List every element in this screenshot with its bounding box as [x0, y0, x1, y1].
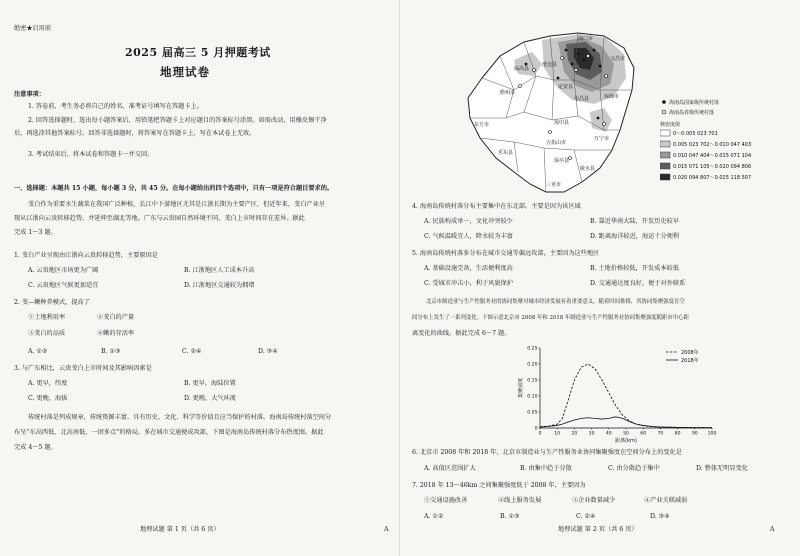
x-axis-label: 距离(km) [615, 438, 637, 444]
statement-item: ①交通设施改善 [424, 497, 468, 504]
option-d[interactable]: D. 更晚，大气环流 [184, 395, 236, 402]
question-1: 1. 芰白产业呈现由江浙向云贵转移趋势，主要原因是 [14, 252, 158, 259]
option-d[interactable]: D. 江浙地区交通较为拥堵 [184, 282, 255, 289]
statement-item: ①土地利用率 [28, 314, 66, 321]
x-tick-label: 60 [640, 431, 647, 437]
series-line-2018年 [540, 417, 712, 428]
option-c[interactable]: C. 气候温暖宜人，降水较为丰富 [424, 233, 513, 240]
option-a[interactable]: A. 高值区范围扩大 [424, 465, 476, 472]
x-tick-label: 70 [657, 431, 664, 437]
y-axis-label: 集聚强度 [518, 377, 524, 399]
x-tick-label: 10 [554, 431, 561, 437]
x-tick-label: 40 [605, 431, 612, 437]
notice-line: 后，再选涂其他答案标号。回答非选择题时，将答案写在答题卡上，写在本试卷上无效。 [14, 130, 256, 137]
density-class-label: 0.020 094 807～0.025 118 507 [673, 175, 752, 181]
notice-heading: 注意事项： [14, 91, 45, 98]
passage-line: 传统村落是列成规章，传统资源丰富，具有历史、文化、科学等价值且应当保护的村落。海南岛传统村落空间分 [28, 414, 332, 421]
legend-label: 2008年 [681, 349, 699, 356]
option-a[interactable]: A. 更早，纬度 [28, 380, 68, 387]
map-label: 五指山市 [546, 140, 567, 146]
map-label: 海口市 [578, 36, 594, 42]
provincial-village-marker [662, 110, 666, 114]
passage-line: 芰白作为重要水生蔬菜在我国广泛种植，长江中下游地区尤其是江浙长期为主要产区，但近年来，芰白产业呈 [28, 201, 325, 208]
map-label: 文昌市 [610, 56, 626, 62]
passage-line: 完成 4～5 题。 [14, 444, 57, 451]
paper-version-mark: A [384, 526, 389, 533]
map-label: 定安县 [558, 84, 574, 90]
x-tick-label: 90 [691, 431, 698, 437]
map-label: 琼海市 [604, 94, 620, 100]
series-line-2008年 [540, 364, 712, 428]
statement-item: ④产业关联减弱 [644, 497, 688, 504]
chart-legend [666, 349, 699, 364]
question-6: 6. 北京市 2008 年和 2018 年，北京市制造业与生产性服务业协同集聚强度在空间分布上的变化是 [412, 449, 682, 456]
map-legend [660, 96, 795, 192]
option-a[interactable]: A. 云贵地区市场更为广阔 [28, 267, 99, 274]
exam-title: 2025 届高三 5 月押题考试 [125, 46, 271, 59]
national-village-marker [662, 100, 666, 104]
y-tick-label: 0.20 [527, 362, 538, 368]
x-tick-label: 50 [623, 431, 629, 437]
option-b[interactable]: B. 江浙地区人工成本升高 [184, 267, 255, 274]
option-c[interactable]: C. 更晚，海拔 [28, 395, 68, 402]
notice-line: 1. 答卷前，考生务必将自己的姓名、准考证号填写在答题卡上。 [28, 103, 203, 110]
question-5: 5. 海南岛传统村落多分布在城市交通等偏远攻部，主要因为这些地区 [412, 250, 600, 257]
y-tick-label: 0.05 [527, 410, 538, 416]
density-class-label: 0.005 023 702～0.010 047 403 [673, 142, 752, 148]
x-tick-label: 0 [538, 431, 542, 437]
option-c[interactable]: C. ②④ [576, 513, 596, 520]
map-label: 万宁市 [594, 136, 610, 142]
notice-line: 3. 考试结束后，将本试卷和答题卡一并交回。 [28, 151, 154, 158]
option-c[interactable]: C. 由分散趋于集中 [608, 465, 660, 472]
question-4: 4. 海南岛传统村落分布主要集中在东北部。主要是因为该区域 [412, 203, 581, 210]
section-heading: 一、选择题：本题共 15 小题，每小题 3 分，共 45 分。在每小题给出的四个选项中，只有一项是符合题目要求的。 [14, 185, 334, 192]
chart-series [540, 364, 712, 428]
y-tick-label: 0 [534, 426, 538, 432]
density-legend-title: 核密度值 [660, 122, 681, 128]
option-a[interactable]: A. ①② [424, 513, 444, 520]
density-swatch [660, 152, 670, 158]
map-label: 临高县 [514, 66, 530, 72]
passage-line: 间分布上发生了一系列变化。下图示意北京市 2008 年和 2018 年制造业与生产性服务业协同集聚强度随距市中心距 [412, 315, 689, 321]
map-label: 琼中县 [554, 120, 570, 126]
page-footer: 地理试题 第 2 页（共 6 页） [558, 526, 638, 533]
density-swatch [660, 174, 670, 180]
statement-item: ②线上服务发展 [498, 497, 542, 504]
notice-line: 2. 回答选择题时，选出每小题答案后，用铅笔把答题卡上对应题目的答案标号涂黑。如需改动，用橡皮擦干净 [28, 117, 327, 124]
legend-label: 2018年 [681, 357, 699, 364]
option-c[interactable]: C. 云贵地区气候更加适宜 [28, 282, 99, 289]
option-d[interactable]: D. 整体无明显变化 [696, 465, 748, 472]
density-swatch [660, 163, 670, 169]
passage-line: 离变化的曲线。据此完成 6～7 题。 [412, 330, 511, 337]
x-tick-label: 20 [571, 431, 578, 437]
statement-item: ②芰白的产量 [97, 314, 135, 321]
map-label: 屯昌县 [574, 96, 590, 102]
map-label: 乐东县 [498, 150, 514, 156]
map-label: 东方市 [474, 122, 490, 128]
option-d[interactable]: D. ③④ [258, 348, 278, 355]
map-label: 陵水县 [580, 166, 596, 172]
y-tick-label: 0.25 [527, 346, 538, 352]
option-c[interactable]: C. ②④ [182, 348, 202, 355]
option-b[interactable]: B. 靠近华南大陆，开发历史较早 [590, 218, 679, 225]
density-swatch [660, 141, 670, 147]
question-3: 3. 与广东相比，云贵芰白上市时间及其影响因素是 [14, 365, 152, 372]
option-b[interactable]: B. 土地价格较低，开发成本较低 [590, 265, 679, 272]
option-a[interactable]: A. 民族构成单一，文化冲突较少 [424, 218, 513, 225]
x-tick-label: 30 [588, 431, 595, 437]
x-tick-label: 100 [707, 431, 717, 437]
passage-line: 完成 1～3 题。 [14, 229, 57, 236]
option-a[interactable]: A. ①② [28, 348, 48, 355]
option-d[interactable]: D. 距离海洋较近，海运十分便利 [590, 233, 680, 240]
option-b[interactable]: B. 由集中趋于分散 [520, 465, 572, 472]
option-b[interactable]: B. ①③ [101, 348, 121, 355]
option-b[interactable]: B. ①③ [500, 513, 520, 520]
exam-page-2 [400, 0, 800, 556]
y-tick-label: 0.10 [527, 394, 538, 400]
map-label: 澄迈县 [542, 62, 558, 68]
question-2: 2. 芰—鳅种养模式，提高了 [14, 299, 90, 306]
subject-title: 地理试卷 [160, 65, 210, 79]
statement-item: ③芰白的品质 [28, 330, 66, 337]
page-footer: 地理试题 第 1 页（共 6 页） [140, 526, 220, 533]
option-c[interactable]: C. 受城市冲击小，利于风貌保护 [424, 280, 513, 287]
confidential-mark: 绝密★启用前 [14, 25, 52, 32]
map-label: 保亭县 [554, 158, 570, 164]
map-label: 儋州市 [500, 90, 516, 96]
legend-label: 海南岛省级传统村落 [669, 110, 715, 116]
coagglomeration-line-chart [518, 340, 718, 445]
option-d[interactable]: D. ③④ [650, 513, 670, 520]
density-class-label: 0.010 047 404～0.015 071 104 [673, 153, 752, 159]
question-7: 7. 2018 年 13～46km 之间集聚强度低于 2008 年，主要因为 [412, 482, 586, 489]
passage-line: 布呈“东高西低、北高南低、一团多点”的格局，多在城市交通便成攻部，下图是海南岛传统村落分布热度图。据此 [14, 429, 324, 436]
passage-line: 北京市制造业与生产性服务业的协同集聚对城市经济发展有着重要意义，随着时间推移，其协同集聚强度在空 [426, 299, 685, 305]
map-label: 三亚市 [546, 182, 562, 188]
x-tick-label: 80 [674, 431, 681, 437]
legend-label: 海南岛国家级传统村落 [669, 100, 720, 106]
option-a[interactable]: A. 基础设施完备，生活便利度高 [424, 265, 513, 272]
density-class-label: 0～0.005 023 701 [673, 131, 718, 137]
hainan-village-density-map [454, 20, 664, 198]
density-swatch [660, 130, 670, 136]
density-class-label: 0.015 071 105～0.020 094 806 [673, 164, 752, 170]
statement-item: ③企业数量减少 [572, 497, 616, 504]
y-tick-label: 0.15 [527, 378, 538, 384]
passage-line: 现从江浙向云贵转移趋势，并延伸至湖北等地。广东与云贵园自然环境不同，芰白上市时间存在差异。据此 [14, 215, 305, 222]
option-b[interactable]: B. 更早，海陆位置 [184, 380, 236, 387]
option-d[interactable]: D. 交通通达度良好，便于对外联系 [590, 280, 686, 287]
paper-version-mark: A [770, 526, 775, 533]
statement-item: ④鳅的存活率 [97, 330, 135, 337]
